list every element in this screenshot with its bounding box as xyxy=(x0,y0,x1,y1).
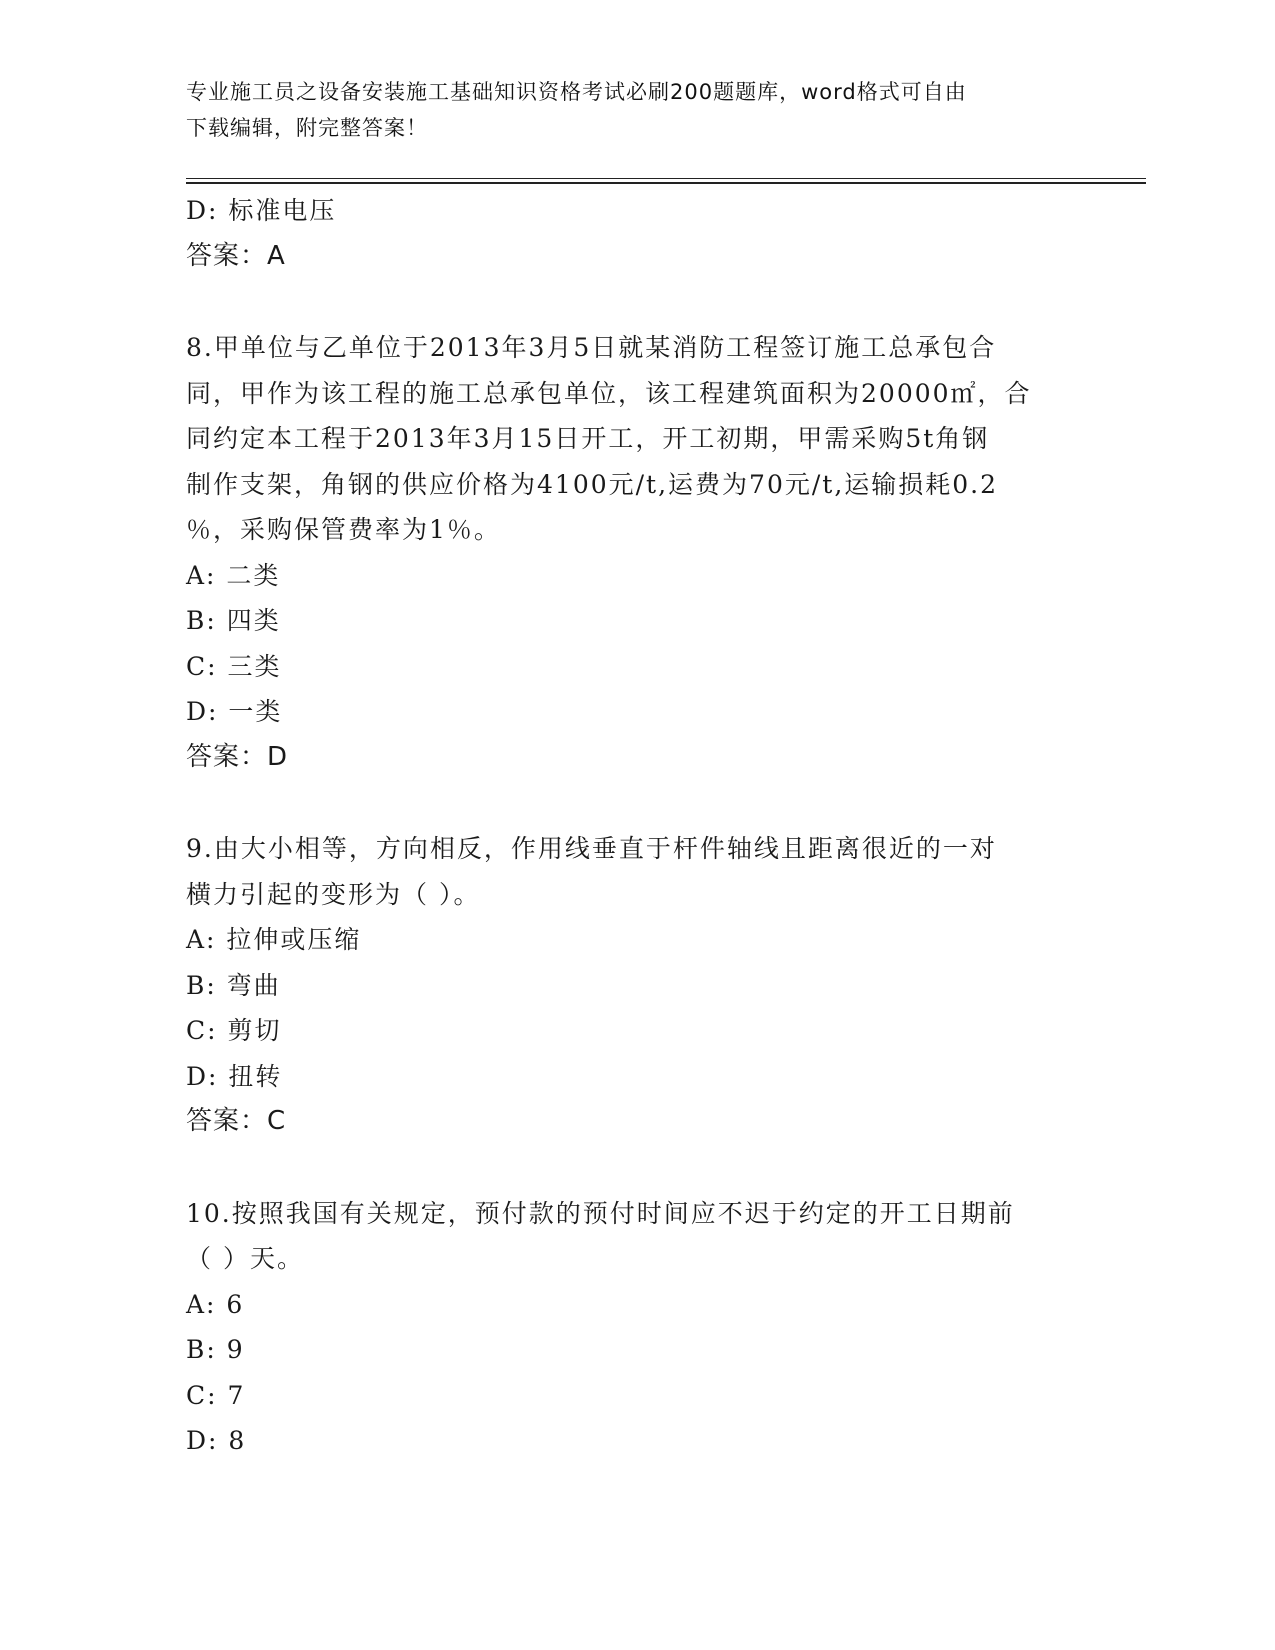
option-d: D: 一类 xyxy=(186,697,283,726)
question-text-line: 同，甲作为该工程的施工总承包单位，该工程建筑面积为20000㎡，合 xyxy=(186,378,1032,408)
question-text-line: 横力引起的变形为（ ）。 xyxy=(186,879,481,909)
header-line-2: 下载编辑，附完整答案！ xyxy=(186,116,428,140)
answer: 答案：A xyxy=(186,240,286,271)
answer: 答案：C xyxy=(186,1106,287,1136)
question-9 xyxy=(186,826,1086,1145)
spacer xyxy=(186,1145,1086,1191)
option-d: D: 8 xyxy=(186,1426,247,1455)
option-c: C: 三类 xyxy=(186,651,282,681)
header-line-1: 专业施工员之设备安装施工基础知识资格考试必刷200题题库，word格式可自由 xyxy=(186,80,967,104)
spacer xyxy=(186,780,1086,826)
question-text-line: 9.由大小相等，方向相反，作用线垂直于杆件轴线且距离很近的一对 xyxy=(186,834,997,863)
option-d: D: 扭转 xyxy=(186,1061,283,1091)
question-10 xyxy=(186,1191,1086,1464)
option-a: A: 拉伸或压缩 xyxy=(186,925,362,954)
question-text-line: 8.甲单位与乙单位于2013年3月5日就某消防工程签订施工总承包合 xyxy=(186,333,997,362)
document-body xyxy=(186,188,1086,1464)
question-text-line: 同约定本工程于2013年3月15日开工，开工初期，甲需采购5t角钢 xyxy=(186,424,990,453)
option-c: C: 剪切 xyxy=(186,1016,282,1045)
spacer xyxy=(186,279,1086,325)
question-8 xyxy=(186,325,1086,780)
question-text-line: ％，采购保管费率为1％。 xyxy=(186,515,501,544)
header-divider-thick xyxy=(186,182,1146,184)
header-divider-thin xyxy=(186,178,1146,179)
answer: 答案：D xyxy=(186,741,289,772)
option-b: B: 9 xyxy=(186,1335,245,1364)
question-text-line: （ ）天。 xyxy=(186,1244,304,1273)
question-text-line: 制作支架，角钢的供应价格为4100元/t,运费为70元/t,运输损耗0.2 xyxy=(186,469,999,499)
document-header xyxy=(186,74,1066,146)
option-a: A: 6 xyxy=(186,1289,245,1319)
option-b: B: 弯曲 xyxy=(186,970,281,1000)
option-c: C: 7 xyxy=(186,1380,246,1410)
option-b: B: 四类 xyxy=(186,606,281,635)
option-d: D: 标准电压 xyxy=(186,196,337,225)
option-a: A: 二类 xyxy=(186,560,281,590)
question-text-line: 10.按照我国有关规定，预付款的预付时间应不迟于约定的开工日期前 xyxy=(186,1198,1015,1228)
